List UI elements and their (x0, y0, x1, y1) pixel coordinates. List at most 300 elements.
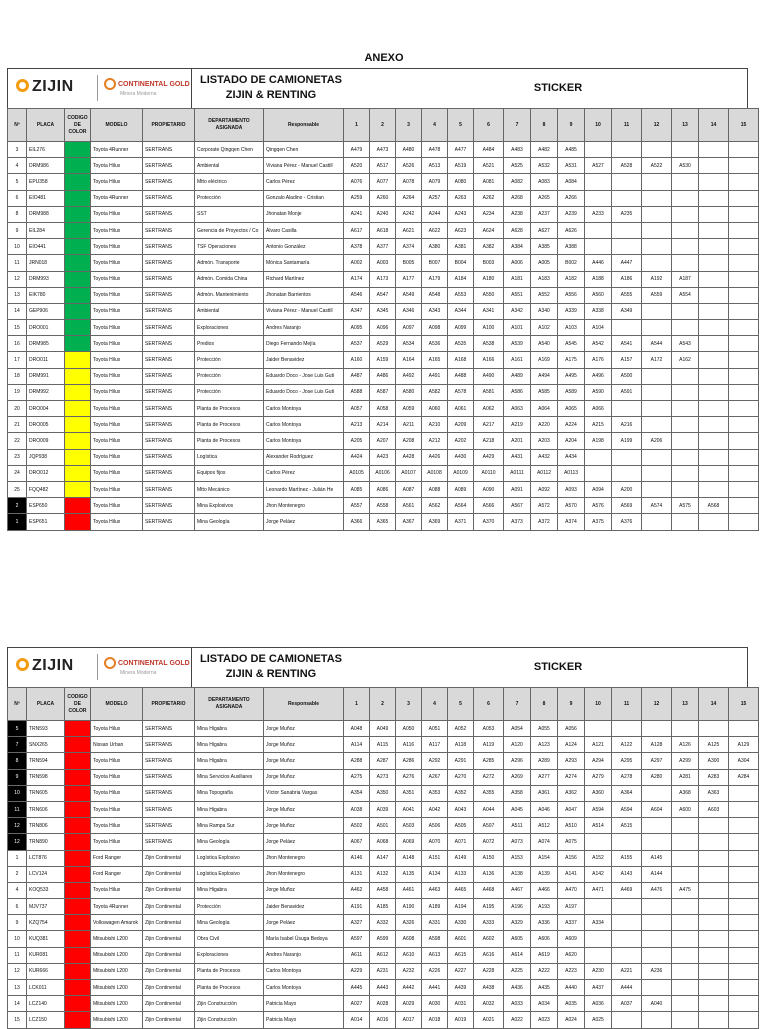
sticker-cell (729, 384, 759, 400)
sticker-cell (729, 963, 759, 979)
sticker-cell: A349 (612, 303, 642, 319)
sticker-cell (729, 801, 759, 817)
color-code-cell (65, 142, 91, 158)
sticker-cell (729, 498, 759, 514)
sticker-cell: A056 (558, 721, 585, 737)
owner-cell: SERTRANS (143, 336, 195, 352)
sticker-cell (672, 963, 699, 979)
owner-cell: SERTRANS (143, 320, 195, 336)
owner-cell: Zijin Continental (143, 866, 195, 882)
row-number: 2 (8, 866, 27, 882)
sticker-cell: A353 (422, 785, 448, 801)
row-number: 8 (8, 206, 27, 222)
sticker-cell: A084 (558, 174, 585, 190)
model-cell: Toyota Hilux (91, 481, 143, 497)
department-cell: TSF Operaciones (195, 239, 264, 255)
sticker-cell (585, 465, 612, 481)
sticker-cell: A432 (531, 449, 558, 465)
header-sticker-10: 10 (585, 688, 612, 721)
header-propietario: PROPIETARIO (143, 688, 195, 721)
sticker-cell: A201 (504, 433, 531, 449)
sticker-cell: A527 (585, 158, 612, 174)
table-row (8, 850, 759, 866)
color-code-cell (65, 915, 91, 931)
sticker-cell (672, 222, 699, 238)
color-code-cell (65, 818, 91, 834)
sticker-cell (729, 931, 759, 947)
department-cell: Mina Higabra (195, 753, 264, 769)
sticker-cell: A580 (396, 384, 422, 400)
model-cell: Mitsubishi L200 (91, 996, 143, 1012)
sticker-cell: A424 (344, 449, 370, 465)
color-code-cell (65, 449, 91, 465)
department-cell: Admón. Comida China (195, 271, 264, 287)
sticker-cell: A538 (474, 336, 504, 352)
sticker-cell: A003 (370, 255, 396, 271)
sticker-cell (729, 980, 759, 996)
sticker-cell (699, 866, 729, 882)
sticker-cell: A327 (344, 915, 370, 931)
sticker-cell: A0107 (396, 465, 422, 481)
sticker-cell: A545 (558, 336, 585, 352)
table-row (8, 352, 759, 368)
header-sticker-15: 15 (729, 109, 759, 142)
department-cell: Corporate Qingqen Chen (195, 142, 264, 158)
sticker-cell: A079 (422, 174, 448, 190)
sheet-header (7, 647, 748, 687)
sticker-cell (729, 239, 759, 255)
model-cell: Toyota 4Runner (91, 142, 143, 158)
sticker-cell (729, 271, 759, 287)
color-code-cell (65, 866, 91, 882)
sticker-cell: A041 (396, 801, 422, 817)
sticker-cell: A277 (531, 769, 558, 785)
sticker-cell (642, 1012, 672, 1028)
model-cell: Toyota Hilux (91, 449, 143, 465)
header-propietario: PROPIETARIO (143, 109, 195, 142)
row-number: 9 (8, 769, 27, 785)
sticker-cell: A381 (448, 239, 474, 255)
sticker-cell: A522 (642, 158, 672, 174)
sticker-cell: A620 (558, 947, 585, 963)
model-cell: Toyota Hilux (91, 818, 143, 834)
sticker-cell: A388 (558, 239, 585, 255)
row-number: 3 (8, 142, 27, 158)
sticker-cell: A343 (422, 303, 448, 319)
sticker-cell: A233 (585, 206, 612, 222)
table-row (8, 433, 759, 449)
sticker-cell: A384 (504, 239, 531, 255)
sticker-cell: A265 (531, 190, 558, 206)
sticker-cell: A081 (474, 174, 504, 190)
sticker-cell: A0109 (448, 465, 474, 481)
plate-cell: DRM992 (27, 384, 65, 400)
sticker-cell: A377 (370, 239, 396, 255)
sticker-cell (585, 449, 612, 465)
table-row (8, 882, 759, 898)
sticker-cell: A052 (448, 721, 474, 737)
sticker-cell: A168 (448, 352, 474, 368)
sticker-cell (672, 980, 699, 996)
sticker-cell (699, 142, 729, 158)
sticker-cell (612, 899, 642, 915)
sticker-cell: A285 (474, 753, 504, 769)
sticker-cell: A032 (474, 996, 504, 1012)
header-sticker-7: 7 (504, 688, 531, 721)
sticker-cell: A491 (422, 368, 448, 384)
sticker-cell: A017 (396, 1012, 422, 1028)
sticker-cell: A530 (672, 158, 699, 174)
sticker-cell: A169 (531, 352, 558, 368)
sticker-cell: A144 (642, 866, 672, 882)
sticker-cell (612, 190, 642, 206)
owner-cell: SERTRANS (143, 498, 195, 514)
sticker-cell: A057 (344, 401, 370, 417)
sticker-cell: A549 (396, 287, 422, 303)
color-code-cell (65, 753, 91, 769)
sticker-cell: A151 (422, 850, 448, 866)
sticker-cell: A025 (585, 1012, 612, 1028)
responsible-cell: Carlos Montoya (264, 417, 344, 433)
sticker-cell (612, 1012, 642, 1028)
sticker-cell (729, 417, 759, 433)
row-number: 12 (8, 963, 27, 979)
sticker-cell: A489 (504, 368, 531, 384)
responsible-cell: Jhonatan Barrientos (264, 287, 344, 303)
plate-cell: DRO009 (27, 433, 65, 449)
sticker-cell: A129 (729, 737, 759, 753)
sticker-cell: A062 (474, 401, 504, 417)
owner-cell: SERTRANS (143, 801, 195, 817)
sticker-cell: A077 (370, 174, 396, 190)
sticker-cell: A344 (448, 303, 474, 319)
list-title: LISTADO DE CAMIONETAS ZIJIN & RENTING (200, 653, 342, 680)
sticker-cell: A602 (474, 931, 504, 947)
sticker-cell: A486 (370, 368, 396, 384)
row-number: 5 (8, 721, 27, 737)
sticker-cell: A626 (558, 222, 585, 238)
sticker-cell: A352 (448, 785, 474, 801)
owner-cell: Zijin Continental (143, 850, 195, 866)
sticker-cell: A054 (504, 721, 531, 737)
owner-cell: SERTRANS (143, 368, 195, 384)
sticker-cell (585, 239, 612, 255)
row-number: 7 (8, 737, 27, 753)
model-cell: Toyota Hilux (91, 206, 143, 222)
responsible-cell: Viviana Pérez - Manuel Castill (264, 303, 344, 319)
sticker-cell: A088 (422, 481, 448, 497)
sticker-cell: A119 (474, 737, 504, 753)
sticker-cell (729, 222, 759, 238)
responsible-cell: Carlos Pérez (264, 174, 344, 190)
color-code-cell (65, 514, 91, 530)
sticker-cell: A366 (344, 514, 370, 530)
sticker-cell: A515 (612, 818, 642, 834)
sticker-cell: A060 (422, 401, 448, 417)
plate-cell: FQQ482 (27, 481, 65, 497)
sticker-cell (699, 850, 729, 866)
sticker-cell: A376 (612, 514, 642, 530)
sticker-cell: A436 (504, 980, 531, 996)
department-cell: Mina Topografía (195, 785, 264, 801)
sticker-cell: A500 (612, 368, 642, 384)
sticker-cell: A189 (422, 899, 448, 915)
sticker-cell: A085 (344, 481, 370, 497)
table-row (8, 336, 759, 352)
sticker-cell (699, 899, 729, 915)
owner-cell: Zijin Continental (143, 980, 195, 996)
responsible-cell: Andres Naranjo (264, 947, 344, 963)
sticker-cell: A517 (370, 158, 396, 174)
sticker-cell (642, 818, 672, 834)
row-number: 4 (8, 158, 27, 174)
sticker-cell: A155 (612, 850, 642, 866)
sticker-cell (642, 368, 672, 384)
color-code-cell (65, 899, 91, 915)
sticker-cell (729, 206, 759, 222)
sticker-cell: A048 (344, 721, 370, 737)
department-cell: Zijin Construcción (195, 1012, 264, 1028)
model-cell: Toyota Hilux (91, 255, 143, 271)
sticker-cell: A334 (585, 915, 612, 931)
sticker-cell: A125 (699, 737, 729, 753)
sticker-cell (672, 303, 699, 319)
vehicle-table (7, 687, 759, 1029)
color-code-cell (65, 882, 91, 898)
sticker-cell: A446 (585, 255, 612, 271)
model-cell: Mitsubishi L200 (91, 947, 143, 963)
sticker-cell (699, 963, 729, 979)
table-row (8, 737, 759, 753)
header-sticker-2: 2 (370, 109, 396, 142)
owner-cell: Zijin Continental (143, 1012, 195, 1028)
sticker-cell: A598 (422, 931, 448, 947)
sticker-cell: A358 (504, 785, 531, 801)
sticker-cell: A193 (531, 899, 558, 915)
plate-cell: DRO005 (27, 417, 65, 433)
responsible-cell: Álvaro Casilla (264, 222, 344, 238)
model-cell: Toyota Hilux (91, 514, 143, 530)
plate-cell: TRN593 (27, 721, 65, 737)
department-cell: Mina Geología (195, 514, 264, 530)
sticker-cell (729, 174, 759, 190)
sticker-cell: A191 (344, 899, 370, 915)
row-number: 11 (8, 255, 27, 271)
sticker-cell: A104 (585, 320, 612, 336)
sticker-cell (729, 320, 759, 336)
sticker-cell: A431 (504, 449, 531, 465)
model-cell: Toyota Hilux (91, 271, 143, 287)
sticker-cell (729, 996, 759, 1012)
sticker-cell (729, 915, 759, 931)
sticker-cell: A067 (344, 834, 370, 850)
sticker-cell (672, 1012, 699, 1028)
color-code-cell (65, 481, 91, 497)
model-cell: Toyota Hilux (91, 401, 143, 417)
sticker-cell: A063 (504, 401, 531, 417)
sticker-cell (729, 255, 759, 271)
sticker-cell: A279 (585, 769, 612, 785)
sticker-cell (699, 980, 729, 996)
header-sticker-4: 4 (422, 688, 448, 721)
sticker-cell: A078 (396, 174, 422, 190)
sticker-cell: A120 (504, 737, 531, 753)
model-cell: Mitsubishi L200 (91, 931, 143, 947)
sticker-cell (729, 465, 759, 481)
sticker-cell (699, 303, 729, 319)
sticker-cell: A177 (396, 271, 422, 287)
model-cell: Toyota Hilux (91, 433, 143, 449)
sticker-cell (729, 303, 759, 319)
plate-cell: TRN806 (27, 818, 65, 834)
sticker-cell: A244 (422, 206, 448, 222)
sticker-cell: A122 (612, 737, 642, 753)
header-sticker-13: 13 (672, 109, 699, 142)
sticker-cell: A542 (585, 336, 612, 352)
sticker-cell (585, 222, 612, 238)
sticker-cell: A135 (396, 866, 422, 882)
page-title: ANEXO (364, 52, 404, 64)
sticker-cell (585, 931, 612, 947)
department-cell: Exploraciones (195, 947, 264, 963)
row-number: 17 (8, 352, 27, 368)
sticker-cell: A526 (396, 158, 422, 174)
sticker-cell: A257 (422, 190, 448, 206)
column-header-row (8, 688, 759, 721)
sticker-cell: A070 (422, 834, 448, 850)
sticker-cell: A022 (504, 1012, 531, 1028)
table-row (8, 947, 759, 963)
department-cell: Mina Higabra (195, 801, 264, 817)
sticker-cell: A612 (370, 947, 396, 963)
sticker-cell: A089 (448, 481, 474, 497)
sticker-cell (729, 514, 759, 530)
department-cell: Logística Explosivo (195, 850, 264, 866)
sticker-cell: A139 (531, 866, 558, 882)
sticker-cell (672, 947, 699, 963)
sticker-cell: A029 (396, 996, 422, 1012)
sticker-cell (585, 174, 612, 190)
row-number: 25 (8, 481, 27, 497)
model-cell: Ford Ranger (91, 866, 143, 882)
sticker-cell (699, 882, 729, 898)
sticker-cell: A347 (344, 303, 370, 319)
table-row (8, 255, 759, 271)
sticker-cell: A597 (344, 931, 370, 947)
sticker-cell: A473 (370, 142, 396, 158)
sticker-cell: A152 (585, 850, 612, 866)
sticker-cell: A558 (370, 498, 396, 514)
owner-cell: SERTRANS (143, 834, 195, 850)
sticker-heading: STICKER (533, 661, 583, 673)
sticker-cell: A115 (370, 737, 396, 753)
sticker-cell: A570 (558, 498, 585, 514)
owner-cell: Zijin Continental (143, 963, 195, 979)
sticker-cell (642, 947, 672, 963)
sticker-cell: A465 (448, 882, 474, 898)
sticker-cell: A027 (344, 996, 370, 1012)
plate-cell: TRN605 (27, 785, 65, 801)
sticker-cell: A143 (612, 866, 642, 882)
sticker-cell: A428 (396, 449, 422, 465)
sticker-cell: A374 (558, 514, 585, 530)
sticker-cell (699, 401, 729, 417)
color-code-cell (65, 320, 91, 336)
model-cell: Toyota Hilux (91, 785, 143, 801)
sticker-cell (612, 239, 642, 255)
sticker-cell (642, 931, 672, 947)
sticker-cell: A241 (344, 206, 370, 222)
sticker-cell: A423 (370, 449, 396, 465)
sticker-cell: A239 (558, 206, 585, 222)
responsible-cell: Mónica Santamaría (264, 255, 344, 271)
plate-cell: ESP651 (27, 514, 65, 530)
sticker-cell: A284 (729, 769, 759, 785)
owner-cell: SERTRANS (143, 222, 195, 238)
sticker-cell (642, 142, 672, 158)
table-row (8, 142, 759, 158)
sticker-cell (612, 174, 642, 190)
sticker-cell: A037 (612, 996, 642, 1012)
sticker-cell: A050 (396, 721, 422, 737)
model-cell: Toyota Hilux (91, 834, 143, 850)
row-number: 22 (8, 433, 27, 449)
responsible-cell: Carlos Montoya (264, 963, 344, 979)
sticker-cell: A262 (474, 190, 504, 206)
sticker-cell: A609 (558, 931, 585, 947)
sticker-cell (699, 915, 729, 931)
sticker-cell: A337 (558, 915, 585, 931)
table-row (8, 834, 759, 850)
sticker-cell: A561 (396, 498, 422, 514)
sticker-cell: A146 (344, 850, 370, 866)
sticker-cell: A240 (370, 206, 396, 222)
color-code-cell (65, 963, 91, 979)
sticker-cell: A536 (422, 336, 448, 352)
sticker-cell (612, 222, 642, 238)
header-sticker-5: 5 (448, 109, 474, 142)
table-row (8, 514, 759, 530)
sticker-cell: A430 (448, 449, 474, 465)
plate-cell: EIL284 (27, 222, 65, 238)
responsible-cell: Jorge Muñoz (264, 769, 344, 785)
row-number: 12 (8, 818, 27, 834)
header-sticker-11: 11 (612, 688, 642, 721)
sticker-cell: A204 (558, 433, 585, 449)
header-sticker-13: 13 (672, 688, 699, 721)
sticker-cell: A205 (344, 433, 370, 449)
color-code-cell (65, 368, 91, 384)
header-responsable: Responsable (264, 109, 344, 142)
sticker-cell: A173 (370, 271, 396, 287)
responsible-cell: Jhonatan Monje (264, 206, 344, 222)
sticker-cell: A287 (370, 753, 396, 769)
row-number: 2 (8, 498, 27, 514)
owner-cell: SERTRANS (143, 271, 195, 287)
sticker-cell: B007 (422, 255, 448, 271)
responsible-cell: Carlos Montoya (264, 433, 344, 449)
sticker-cell: A061 (448, 401, 474, 417)
sticker-cell: A147 (370, 850, 396, 866)
sticker-cell (699, 834, 729, 850)
sticker-cell: A605 (504, 931, 531, 947)
sticker-cell: A368 (672, 785, 699, 801)
sticker-cell: A487 (344, 368, 370, 384)
sticker-cell: A184 (448, 271, 474, 287)
sticker-cell: A083 (531, 174, 558, 190)
sticker-cell: A600 (672, 801, 699, 817)
sticker-cell (699, 255, 729, 271)
